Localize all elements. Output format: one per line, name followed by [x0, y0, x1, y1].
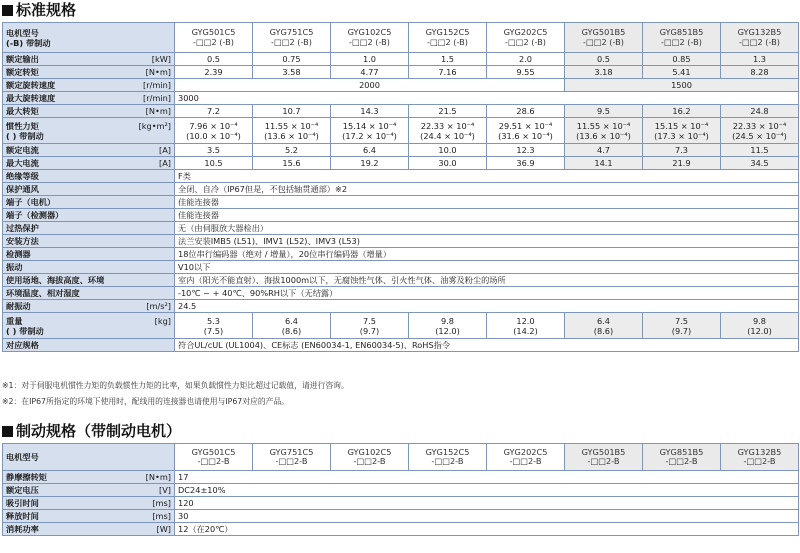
unit-label: [m/s²] — [146, 301, 171, 311]
value-cell: 11.55 × 10⁻⁴ (13.6 × 10⁻⁴) — [565, 118, 643, 144]
value-cell: 12.3 — [487, 144, 565, 157]
value-cell: 2.0 — [487, 53, 565, 66]
row-label-cell — [3, 196, 175, 209]
value-cell: 4.77 — [331, 66, 409, 79]
value-cell: 7.5 (9.7) — [643, 313, 721, 339]
unit-label: [N•m] — [145, 472, 171, 482]
footnote-1: ※1：对于伺服电机惯性力矩的负载惯性力矩的比率，如果负载惯性力矩比超过记载值，请进行咨询。 — [2, 381, 349, 390]
row-label: 消耗功率 — [6, 524, 39, 534]
row-label: 检测器 — [6, 249, 31, 259]
value-cell: 16.2 — [643, 105, 721, 118]
table-row — [3, 79, 799, 92]
value-cell: 0.5 — [175, 53, 253, 66]
row-label: 安装方法 — [6, 236, 39, 246]
value-cell: 15.14 × 10⁻⁴ (17.2 × 10⁻⁴) — [331, 118, 409, 144]
table-row — [3, 510, 799, 523]
model-header-cell: GYG851B5 -□□2 (-B) — [643, 23, 721, 53]
row-label-cell — [3, 484, 175, 497]
value-cell: 22.33 × 10⁻⁴ (24.5 × 10⁻⁴) — [721, 118, 799, 144]
value-cell: F类 — [175, 170, 799, 183]
row-label: 额定转矩 — [6, 67, 39, 77]
table-row — [3, 484, 799, 497]
value-cell: 1.3 — [721, 53, 799, 66]
value-cell: 12.0 (14.2) — [487, 313, 565, 339]
value-cell: 10.0 — [409, 144, 487, 157]
value-cell: 120 — [175, 497, 799, 510]
row-label-cell — [3, 92, 175, 105]
row-label: 绝缘等级 — [6, 171, 39, 181]
value-cell: 22.33 × 10⁻⁴ (24.4 × 10⁻⁴) — [409, 118, 487, 144]
value-cell: 12（在20℃） — [175, 523, 799, 536]
row-label-cell — [3, 183, 175, 196]
row-label: 端子（电机） — [6, 197, 56, 207]
unit-label: [N•m] — [145, 67, 171, 77]
row-label-cell — [3, 66, 175, 79]
value-cell: 7.2 — [175, 105, 253, 118]
value-cell: 无（由伺服放大器检出） — [175, 222, 799, 235]
value-cell: 9.8 (12.0) — [721, 313, 799, 339]
row-label: 释放时间 — [6, 511, 39, 521]
value-cell: 3.5 — [175, 144, 253, 157]
row-label: 保护通风 — [6, 184, 39, 194]
value-cell: 6.4 — [331, 144, 409, 157]
value-cell: 15.6 — [253, 157, 331, 170]
value-cell: 4.7 — [565, 144, 643, 157]
table-row — [3, 471, 799, 484]
row-label: 吸引时间 — [6, 498, 39, 508]
value-cell: 7.5 (9.7) — [331, 313, 409, 339]
unit-label: [r/min] — [143, 93, 171, 103]
value-cell: 3000 — [175, 92, 799, 105]
row-label-cell — [3, 79, 175, 92]
row-label: 最大电流 — [6, 158, 39, 168]
value-cell: 符合UL/cUL (UL1004)、CE标志 (EN60034-1, EN60034-5)、RoHS指令 — [175, 339, 799, 352]
value-cell: 0.75 — [253, 53, 331, 66]
unit-label: [N•m] — [145, 106, 171, 116]
table-header-row — [3, 23, 799, 53]
value-cell: 全闭、自冷（IP67但是，不包括轴贯通部）※2 — [175, 183, 799, 196]
value-cell: 1.5 — [409, 53, 487, 66]
row-label-cell — [3, 144, 175, 157]
value-cell: 室内（阳光不能直射）、海拔1000m以下，无腐蚀性气体、引火性气体、油雾及粉尘的场所 — [175, 274, 799, 287]
value-cell: 28.6 — [487, 105, 565, 118]
row-sublabel: ( ) 带制动 — [6, 325, 44, 336]
value-cell: 9.8 (12.0) — [409, 313, 487, 339]
model-header-cell: GYG851B5 -□□2-B — [643, 444, 721, 471]
row-label-cell — [3, 209, 175, 222]
value-cell: 18位串行编码器（绝对 / 增量），20位串行编码器（增量） — [175, 248, 799, 261]
row-label: 最大旋转速度 — [6, 93, 56, 103]
row-label-cell — [3, 235, 175, 248]
brake-spec-table — [2, 443, 799, 536]
model-header-cell: GYG501C5 -□□2-B — [175, 444, 253, 471]
row-label-cell — [3, 157, 175, 170]
model-header-cell: GYG501C5 -□□2 (-B) — [175, 23, 253, 53]
unit-label: [ms] — [152, 498, 171, 508]
table-row — [3, 209, 799, 222]
row-label-cell — [3, 261, 175, 274]
row-label-cell — [3, 471, 175, 484]
table-row — [3, 53, 799, 66]
value-cell: -10℃ ~ + 40℃、90%RH以下（无结露） — [175, 287, 799, 300]
row-label: 额定电压 — [6, 485, 39, 495]
model-header-cell: GYG202C5 -□□2 (-B) — [487, 23, 565, 53]
value-cell: 9.5 — [565, 105, 643, 118]
table-row — [3, 222, 799, 235]
row-label: 最大转矩 — [6, 106, 39, 116]
value-cell: 21.9 — [643, 157, 721, 170]
model-header-cell: GYG152C5 -□□2 (-B) — [409, 23, 487, 53]
model-header-cell: GYG132B5 -□□2-B — [721, 444, 799, 471]
row-label-cell — [3, 105, 175, 118]
value-cell: 14.1 — [565, 157, 643, 170]
value-cell: 2.39 — [175, 66, 253, 79]
value-cell: 5.41 — [643, 66, 721, 79]
value-cell: 30.0 — [409, 157, 487, 170]
value-cell: 11.55 × 10⁻⁴ (13.6 × 10⁻⁴) — [253, 118, 331, 144]
table-row — [3, 105, 799, 118]
value-cell: 7.96 × 10⁻⁴ (10.0 × 10⁻⁴) — [175, 118, 253, 144]
table-row — [3, 523, 799, 536]
value-cell: 法兰安装IMB5 (L51)、IMV1 (L52)、IMV3 (L53) — [175, 235, 799, 248]
row-label: 端子（检测器） — [6, 210, 64, 220]
value-cell: 5.2 — [253, 144, 331, 157]
model-header-cell: GYG102C5 -□□2 (-B) — [331, 23, 409, 53]
table-row — [3, 287, 799, 300]
value-cell: 9.55 — [487, 66, 565, 79]
row-label: 额定输出 — [6, 54, 39, 64]
value-cell: 34.5 — [721, 157, 799, 170]
value-cell: 5.3 (7.5) — [175, 313, 253, 339]
row-label-cell — [3, 53, 175, 66]
row-label-cell — [3, 222, 175, 235]
table-row — [3, 261, 799, 274]
row-label-cell — [3, 339, 175, 352]
row-label-cell — [3, 287, 175, 300]
row-label: 环境温度、相对湿度 — [6, 288, 80, 298]
model-header-cell: GYG501B5 -□□2-B — [565, 444, 643, 471]
model-label-cell: 电机型号 — [3, 444, 175, 471]
value-cell: 7.16 — [409, 66, 487, 79]
row-label: 使用场地、海拔高度、环境 — [6, 275, 105, 285]
row-label: 重量 — [6, 315, 23, 326]
row-label-cell — [3, 313, 175, 339]
value-cell: 10.5 — [175, 157, 253, 170]
row-label-cell — [3, 523, 175, 536]
section-title-standard-spec: 标准规格 — [2, 1, 76, 19]
value-cell: V10以下 — [175, 261, 799, 274]
value-cell: 11.5 — [721, 144, 799, 157]
table-row — [3, 313, 799, 339]
unit-label: [A] — [159, 145, 171, 155]
value-cell: 29.51 × 10⁻⁴ (31.6 × 10⁻⁴) — [487, 118, 565, 144]
value-cell: 佳能连接器 — [175, 209, 799, 222]
square-bullet-icon — [2, 5, 13, 16]
table-row — [3, 235, 799, 248]
row-label: 惯性力矩 — [6, 120, 39, 131]
table-row — [3, 66, 799, 79]
unit-label: [r/min] — [143, 80, 171, 90]
value-cell: 0.5 — [565, 53, 643, 66]
unit-label: [kg] — [154, 315, 171, 326]
value-cell: 17 — [175, 471, 799, 484]
row-label: 振动 — [6, 262, 23, 272]
value-cell: 2000 — [175, 79, 565, 92]
table-row — [3, 92, 799, 105]
table-header-row — [3, 444, 799, 471]
footnote-2: ※2：在IP67所指定的环境下使用时，配线用的连接器也请使用与IP67对应的产品。 — [2, 397, 290, 406]
value-cell: 30 — [175, 510, 799, 523]
model-header-cell: GYG132B5 -□□2 (-B) — [721, 23, 799, 53]
row-label-cell — [3, 497, 175, 510]
unit-label: [V] — [159, 485, 171, 495]
value-cell: 3.18 — [565, 66, 643, 79]
unit-label: [ms] — [152, 511, 171, 521]
value-cell: 佳能连接器 — [175, 196, 799, 209]
value-cell: 7.3 — [643, 144, 721, 157]
unit-label: [kW] — [151, 54, 171, 64]
value-cell: 8.28 — [721, 66, 799, 79]
value-cell: 21.5 — [409, 105, 487, 118]
unit-label: [kg•m²] — [138, 120, 171, 131]
unit-label: [A] — [159, 158, 171, 168]
value-cell: DC24±10% — [175, 484, 799, 497]
value-cell: 19.2 — [331, 157, 409, 170]
table-row — [3, 118, 799, 144]
row-label: 额定电流 — [6, 145, 39, 155]
value-cell: 36.9 — [487, 157, 565, 170]
row-label-cell — [3, 274, 175, 287]
row-label: 对应规格 — [6, 340, 39, 350]
model-header-cell: GYG751C5 -□□2 (-B) — [253, 23, 331, 53]
value-cell: 6.4 (8.6) — [565, 313, 643, 339]
value-cell: 14.3 — [331, 105, 409, 118]
row-sublabel: ( ) 带制动 — [6, 130, 44, 141]
value-cell: 1.0 — [331, 53, 409, 66]
table-row — [3, 157, 799, 170]
model-header-cell: GYG152C5 -□□2-B — [409, 444, 487, 471]
value-cell: 3.58 — [253, 66, 331, 79]
row-label-cell — [3, 300, 175, 313]
value-cell: 10.7 — [253, 105, 331, 118]
row-label: 过热保护 — [6, 223, 39, 233]
value-cell: 6.4 (8.6) — [253, 313, 331, 339]
model-header-cell: GYG102C5 -□□2-B — [331, 444, 409, 471]
row-label-cell — [3, 510, 175, 523]
value-cell: 1500 — [565, 79, 799, 92]
model-header-cell: GYG202C5 -□□2-B — [487, 444, 565, 471]
table-row — [3, 274, 799, 287]
value-cell: 0.85 — [643, 53, 721, 66]
table-row — [3, 339, 799, 352]
row-label: 额定旋转速度 — [6, 80, 56, 90]
unit-label: [W] — [156, 524, 171, 534]
value-cell: 24.5 — [175, 300, 799, 313]
value-cell: 24.8 — [721, 105, 799, 118]
table-row — [3, 183, 799, 196]
table-row — [3, 196, 799, 209]
row-label-cell — [3, 118, 175, 144]
row-label-cell — [3, 170, 175, 183]
row-label: 耐振动 — [6, 301, 31, 311]
model-label-cell: 电机型号 (-B) 带制动 — [3, 23, 175, 53]
value-cell: 15.15 × 10⁻⁴ (17.3 × 10⁻⁴) — [643, 118, 721, 144]
square-bullet-icon — [2, 426, 13, 437]
row-label: 静摩擦转矩 — [6, 472, 47, 482]
section-title-brake-spec: 制动规格（带制动电机） — [2, 422, 181, 440]
table-row — [3, 300, 799, 313]
table-row — [3, 170, 799, 183]
model-header-cell: GYG751C5 -□□2-B — [253, 444, 331, 471]
table-row — [3, 497, 799, 510]
standard-spec-table — [2, 22, 799, 352]
table-row — [3, 144, 799, 157]
model-header-cell: GYG501B5 -□□2 (-B) — [565, 23, 643, 53]
table-row — [3, 248, 799, 261]
row-label-cell — [3, 248, 175, 261]
